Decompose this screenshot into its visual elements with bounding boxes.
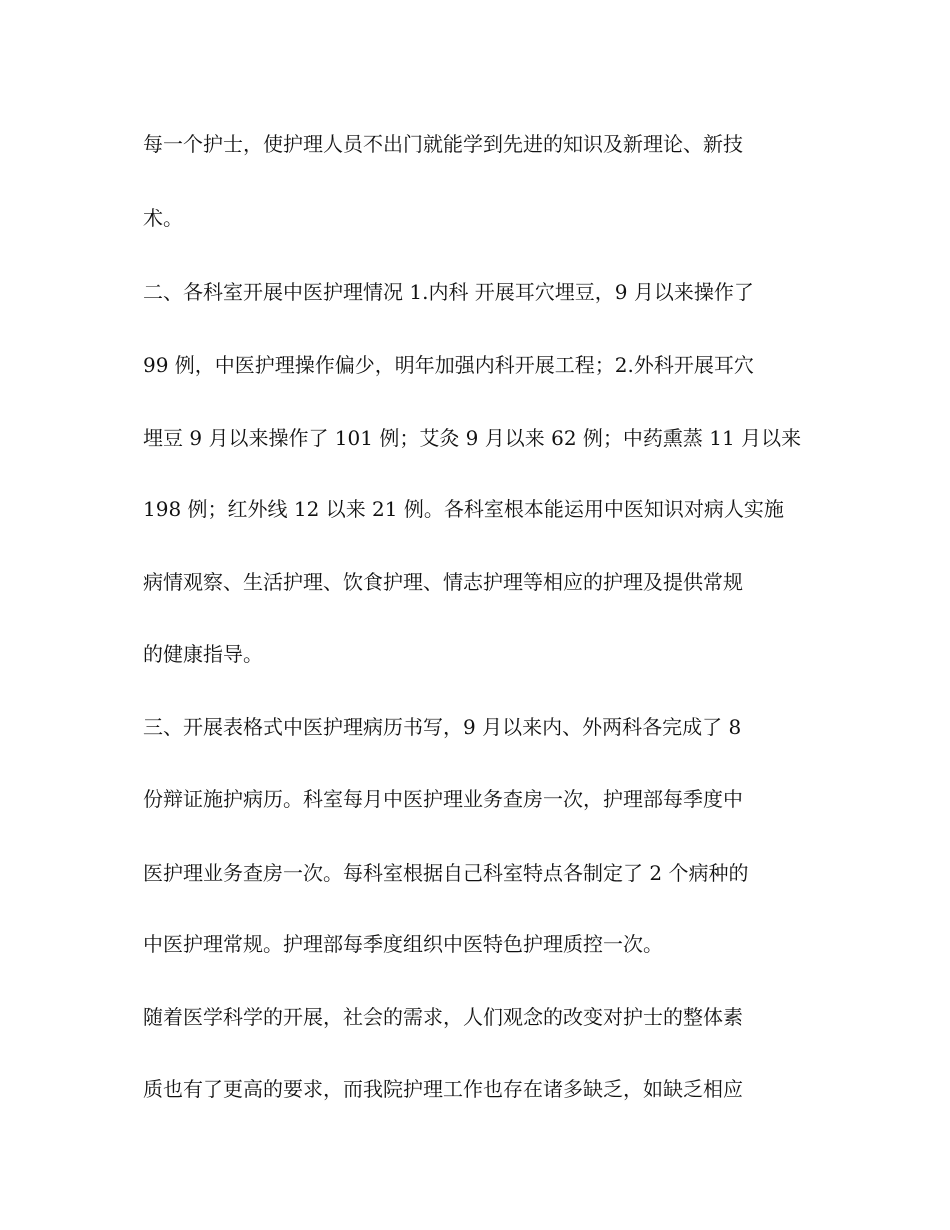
text-line: 份辩证施护病历。科室每月中医护理业务查房一次，护理部每季度中 [143,787,743,811]
text-line: 的健康指导。 [143,642,263,666]
text-line: 质也有了更高的要求，而我院护理工作也存在诸多缺乏，如缺乏相应 [143,1077,743,1101]
text-line: 术。 [143,206,183,230]
text-line: 中医护理常规。护理部每季度组织中医特色护理质控一次。 [143,932,663,956]
text-line: 二、各科室开展中医护理情况 1.内科 开展耳穴埋豆，9 月以来操作了 [143,280,754,304]
text-line: 医护理业务查房一次。每科室根据自己科室特点各制定了 2 个病种的 [143,861,749,885]
text-line: 99 例，中医护理操作偏少，明年加强内科开展工程；2.外科开展耳穴 [143,353,754,377]
text-line: 随着医学科学的开展，社会的需求，人们观念的改变对护士的整体素 [143,1005,743,1029]
text-line: 每一个护士，使护理人员不出门就能学到先进的知识及新理论、新技 [143,132,743,156]
text-line: 三、开展表格式中医护理病历书写，9 月以来内、外两科各完成了 8 [143,715,742,739]
text-line: 埋豆 9 月以来操作了 101 例；艾灸 9 月以来 62 例；中药熏蒸 11 月以来 [143,426,802,450]
text-line: 病情观察、生活护理、饮食护理、情志护理等相应的护理及提供常规 [143,570,743,594]
text-line: 198 例；红外线 12 以来 21 例。各科室根本能运用中医知识对病人实施 [143,497,784,521]
